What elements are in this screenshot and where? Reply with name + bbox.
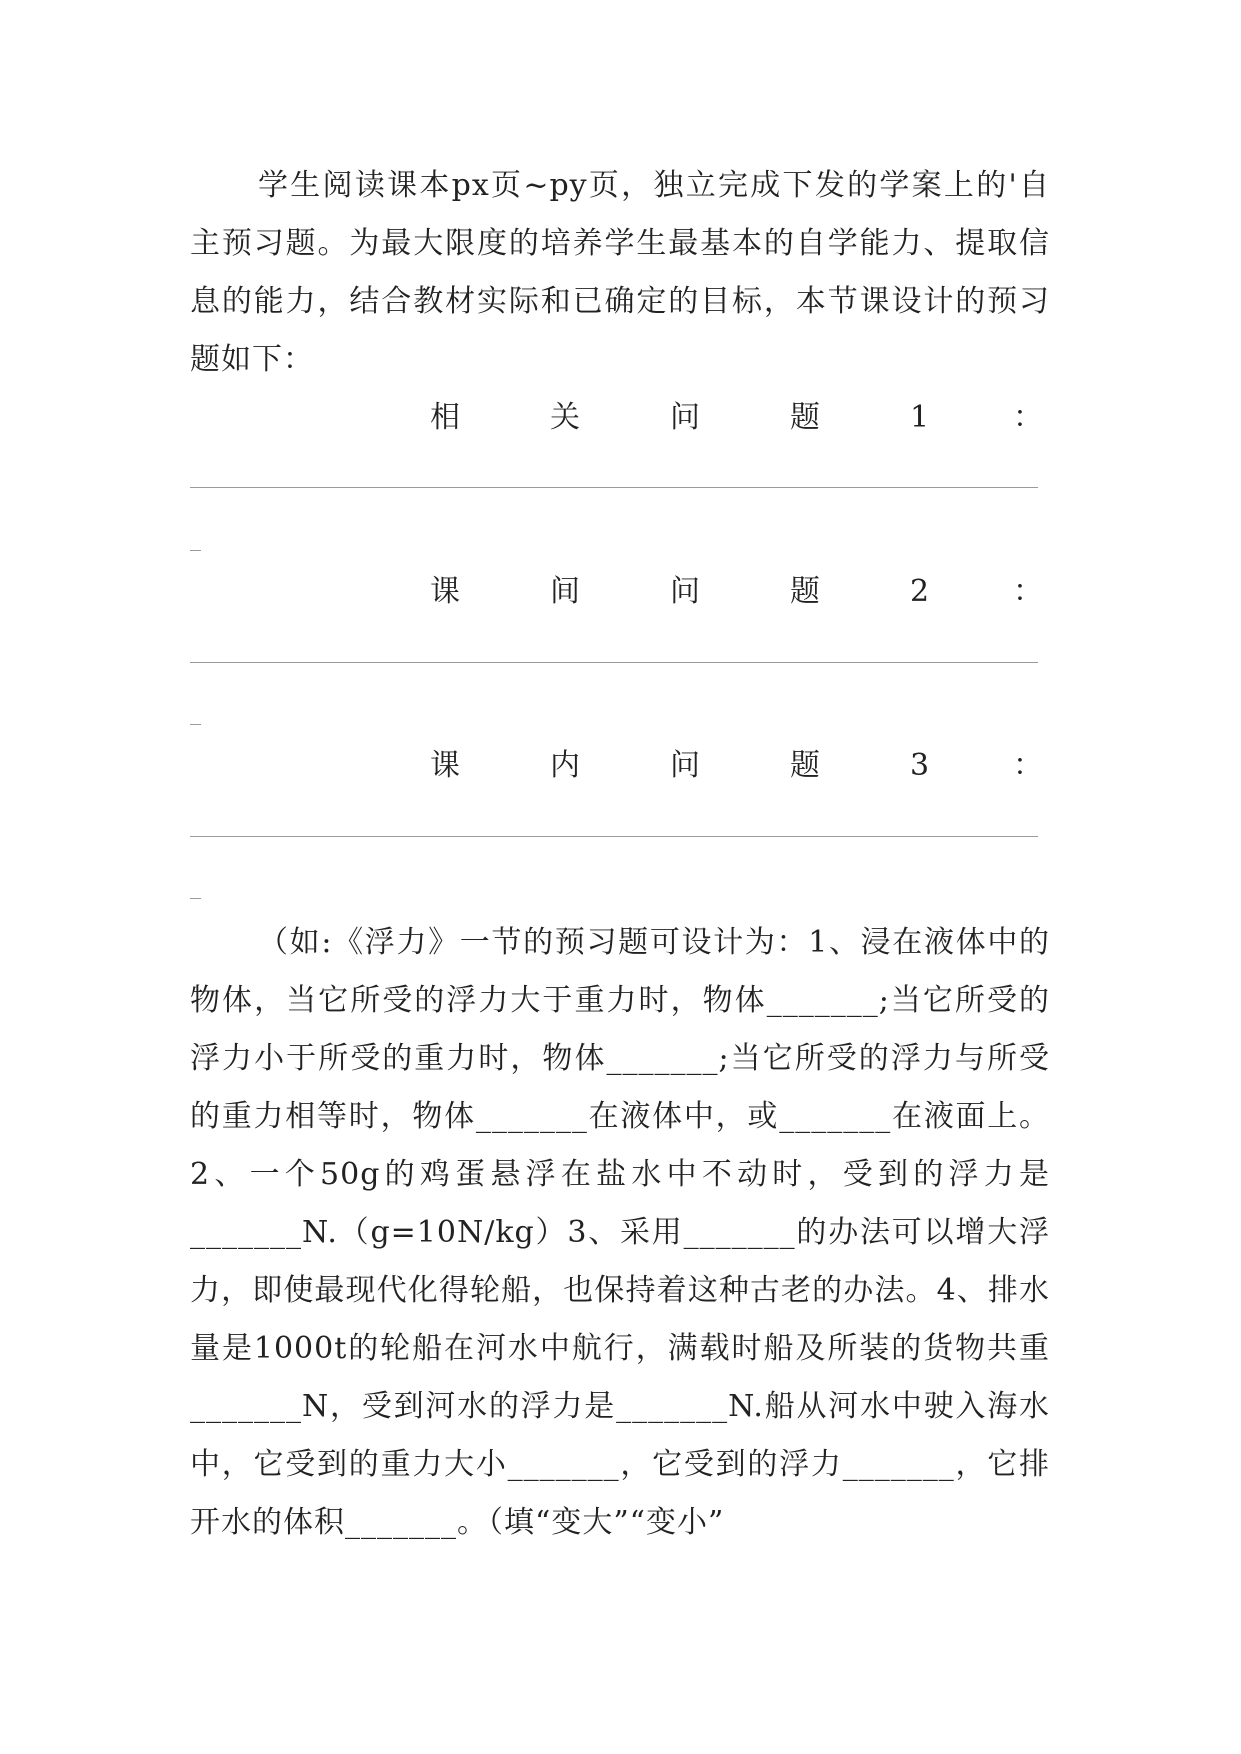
example-paragraph: （如:《浮力》一节的预习题可设计为：1、浸在液体中的物体，当它所受的浮力大于重力时，物体_______;当它所受的浮力小于所受的重力时，物体_______;当它所受的浮力与所受的重力相等时，物体_______在液体中，或_______在液面上。2、一个50g的鸡蛋悬浮在盐水中不动时，受到的浮力是_______N.（g=10N/kg）3、采用_______的办法可以增大浮力，即使最现代化得轮船，也保持着这种古老的办法。4、排水量是1000t的轮船在河水中航行，满载时船及所装的货物共重_______N，受到河水的浮力是_______N.船从河水中驶入海水中，它受到的重力大小_______，它受到的浮力_______，它排开水的体积_______。（填“变大”“变小”: [190, 925, 1050, 1540]
question-2-colon: ：: [1013, 574, 1043, 609]
question-1-colon: ：: [1013, 400, 1043, 435]
question-2-char: 问: [670, 574, 700, 609]
question-3-colon: ：: [1013, 748, 1043, 783]
question-2-char: 课: [430, 574, 460, 609]
question-2-char: 间: [550, 574, 580, 609]
question-3-char: 问: [670, 748, 700, 783]
question-2-char: 题: [790, 574, 820, 609]
question-1-char: 题: [790, 400, 820, 435]
question-3-char: 题: [790, 748, 820, 783]
answer-blank-line-2: [190, 662, 1038, 663]
answer-blank-line-3: [190, 836, 1038, 837]
intro-paragraph: 学生阅读课本px页~py页，独立完成下发的学案上的'自主预习题。为最大限度的培养学生最基本的自学能力、提取信息的能力，结合教材实际和已确定的目标，本节课设计的预习题如下：: [190, 168, 1050, 377]
question-1-number: 1: [910, 400, 930, 435]
question-2-label: [430, 572, 1043, 612]
question-1-char: 相: [430, 400, 460, 435]
question-1-char: 关: [550, 400, 580, 435]
answer-blank-tail-1: [190, 550, 201, 551]
answer-blank-line-1: [190, 487, 1038, 488]
question-1-label: [430, 398, 1043, 438]
question-2-number: 2: [910, 574, 930, 609]
question-3-char: 课: [430, 748, 460, 783]
question-1-char: 问: [670, 400, 700, 435]
question-3-label: [430, 746, 1043, 786]
question-3-number: 3: [910, 748, 930, 783]
answer-blank-tail-3: [190, 898, 201, 899]
answer-blank-tail-2: [190, 724, 201, 725]
question-3-char: 内: [550, 748, 580, 783]
